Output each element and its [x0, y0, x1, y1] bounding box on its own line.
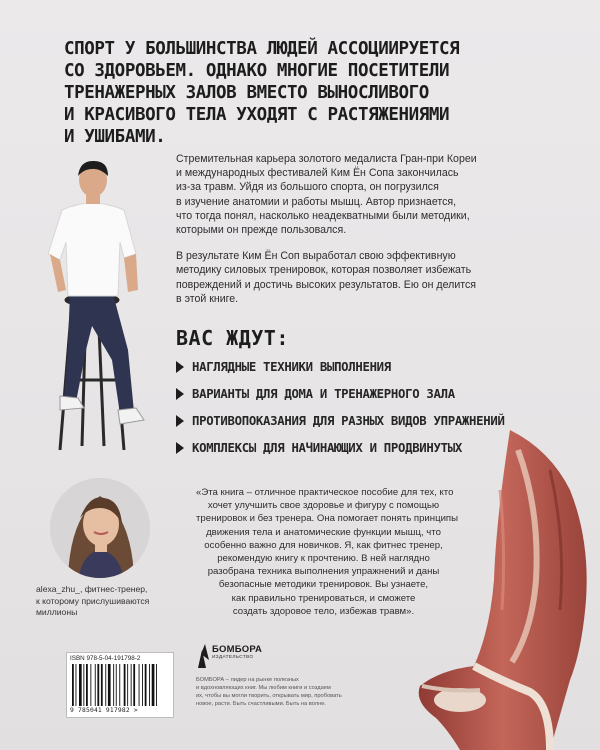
barcode-bar	[124, 664, 126, 706]
isbn-text: ISBN 978-5-04-191798-2	[70, 655, 141, 662]
intro-line: в этой книге.	[176, 292, 239, 305]
author-line: к которому прислушиваются	[36, 595, 150, 606]
quote-line: безопасные методики тренировок. Вы узнаете,	[218, 579, 429, 591]
await-heading: ВАС ЖДУТ:	[176, 326, 289, 350]
triangle-bullet-icon	[176, 442, 184, 454]
quote-line: как правильно тренироваться, и сможете	[231, 592, 416, 604]
quote-line: особенно важно для новичков. Я, как фитнес тренер,	[204, 539, 443, 551]
barcode-bar	[90, 664, 91, 706]
quote-line: «Эта книга – отличное практическое пособие для тех, кто	[196, 487, 454, 498]
barcode-bar	[145, 664, 147, 706]
headline-line: СПОРТ У БОЛЬШИНСТВА ЛЮДЕЙ АССОЦИИРУЕТСЯ	[64, 39, 460, 59]
await-item-label: КОМПЛЕКСЫ ДЛЯ НАЧИНАЮЩИХ И ПРОДВИНУТЫХ	[192, 440, 462, 455]
author-photo	[20, 150, 170, 450]
intro-line: В результате Ким Ён Соп выработал свою эффективную	[176, 250, 456, 263]
barcode-bar	[95, 664, 96, 706]
await-item-label: ВАРИАНТЫ ДЛЯ ДОМА И ТРЕНАЖЕРНОГО ЗАЛА	[192, 386, 455, 401]
await-item-label: ПРОТИВОПОКАЗАНИЯ ДЛЯ РАЗНЫХ ВИДОВ УПРАЖНЕНИЙ	[192, 413, 505, 428]
await-item	[176, 380, 546, 407]
triangle-bullet-icon	[176, 415, 184, 427]
barcode-digits: 9 785041 917982 >	[70, 707, 138, 714]
intro-paragraph-2	[176, 249, 548, 306]
barcode-bar	[116, 664, 117, 706]
intro-line: Стремительная карьера золотого медалиста Гран-при Кореи	[176, 153, 477, 165]
publisher-description	[196, 676, 396, 708]
barcode-bar	[97, 664, 99, 706]
publisher-subtitle: ИЗДАТЕЛЬСТВО	[212, 655, 254, 660]
await-item	[176, 353, 546, 380]
barcode-bar	[86, 664, 88, 706]
barcode-bar	[133, 664, 135, 706]
quote-line: хочет улучшить свое здоровье и фигуру с помощью	[207, 500, 440, 512]
intro-line: что тогда понял, насколько неадекватными были методики,	[176, 209, 470, 222]
barcode-bar	[142, 664, 143, 706]
intro-paragraph-1	[176, 152, 548, 237]
headline-line: СО ЗДОРОВЬЕМ. ОДНАКО МНОГИЕ ПОСЕТИТЕЛИ	[64, 61, 450, 81]
barcode-bar	[76, 664, 77, 706]
quote-line: разобрана техника выполнения упражнений и даны	[207, 566, 440, 578]
triangle-bullet-icon	[176, 388, 184, 400]
barcode-bar	[113, 664, 114, 706]
intro-line: повреждений и достичь высоких результатов. Ею он делится	[176, 278, 477, 291]
publisher-name: БОМБОРА	[212, 644, 263, 655]
barcode-bar	[108, 664, 111, 706]
publisher-desc-line: и вдохновляющих книг. Мы любим книги и создаем	[196, 685, 331, 691]
intro-line: и международных фестивалей Ким Ён Сопа закончилась	[176, 167, 459, 180]
intro-line: которыми он прежде пользовался.	[176, 224, 347, 237]
headline	[64, 38, 564, 148]
barcode-bar	[72, 664, 74, 706]
quote-line: движения тела и анатомические функции мышц, что	[206, 526, 441, 538]
author-line: alexa_zhu_, фитнес-тренер,	[36, 584, 148, 594]
barcode-bar	[101, 664, 103, 706]
publisher-desc-line: их, чтобы вы могли творить, открывать мир, пробовать	[196, 693, 342, 699]
publisher-desc-line: БОМБОРА – лидер на рынке полезных	[196, 677, 299, 683]
intro-line: из-за травм. Уйдя из большого спорта, он погрузился	[176, 181, 439, 194]
headline-line: И КРАСИВОГО ТЕЛА УХОДЯТ С РАСТЯЖЕНИЯМИ	[64, 105, 450, 125]
intro-line: в изучение анатомии и работы мышц. Автор признается,	[176, 195, 457, 208]
testimonial-avatar	[50, 478, 150, 578]
barcode-bar	[131, 664, 132, 706]
headline-line: ТРЕНАЖЕРНЫХ ЗАЛОВ ВМЕСТО ВЫНОСЛИВОГО	[64, 83, 429, 103]
barcode-bar	[152, 664, 155, 706]
barcode-bars	[70, 664, 170, 706]
barcode-bar	[127, 664, 128, 706]
barcode-bar	[149, 664, 150, 706]
quote-line: создать здоровое тело, избежав травм».	[232, 605, 415, 617]
quote-line: тренировок и без тренера. Она помогает понять принципы	[196, 513, 459, 525]
await-item-label: НАГЛЯДНЫЕ ТЕХНИКИ ВЫПОЛНЕНИЯ	[192, 359, 391, 374]
barcode-bar	[83, 664, 84, 706]
barcode-bar	[79, 664, 82, 706]
author-line: миллионы	[36, 607, 78, 617]
woman-portrait-illustration	[50, 478, 150, 578]
intro-line: методику силовых тренировок, которая позволяет избежать	[176, 264, 472, 277]
isbn-barcode	[66, 652, 174, 718]
testimonial-author	[36, 584, 186, 619]
intro-text	[176, 152, 548, 318]
testimonial-quote	[196, 486, 459, 618]
headline-line: И УШИБАМИ.	[64, 127, 166, 147]
barcode-bar	[105, 664, 106, 706]
barcode-bar	[139, 664, 140, 706]
triangle-bullet-icon	[176, 361, 184, 373]
barcode-bar	[156, 664, 157, 706]
publisher-desc-line: новое, расти. Быть счастливыми. Быть на волне.	[196, 701, 326, 707]
barcode-bar	[119, 664, 120, 706]
quote-line: рекомендую книгу к прочтению. В ней наглядно	[217, 553, 430, 565]
